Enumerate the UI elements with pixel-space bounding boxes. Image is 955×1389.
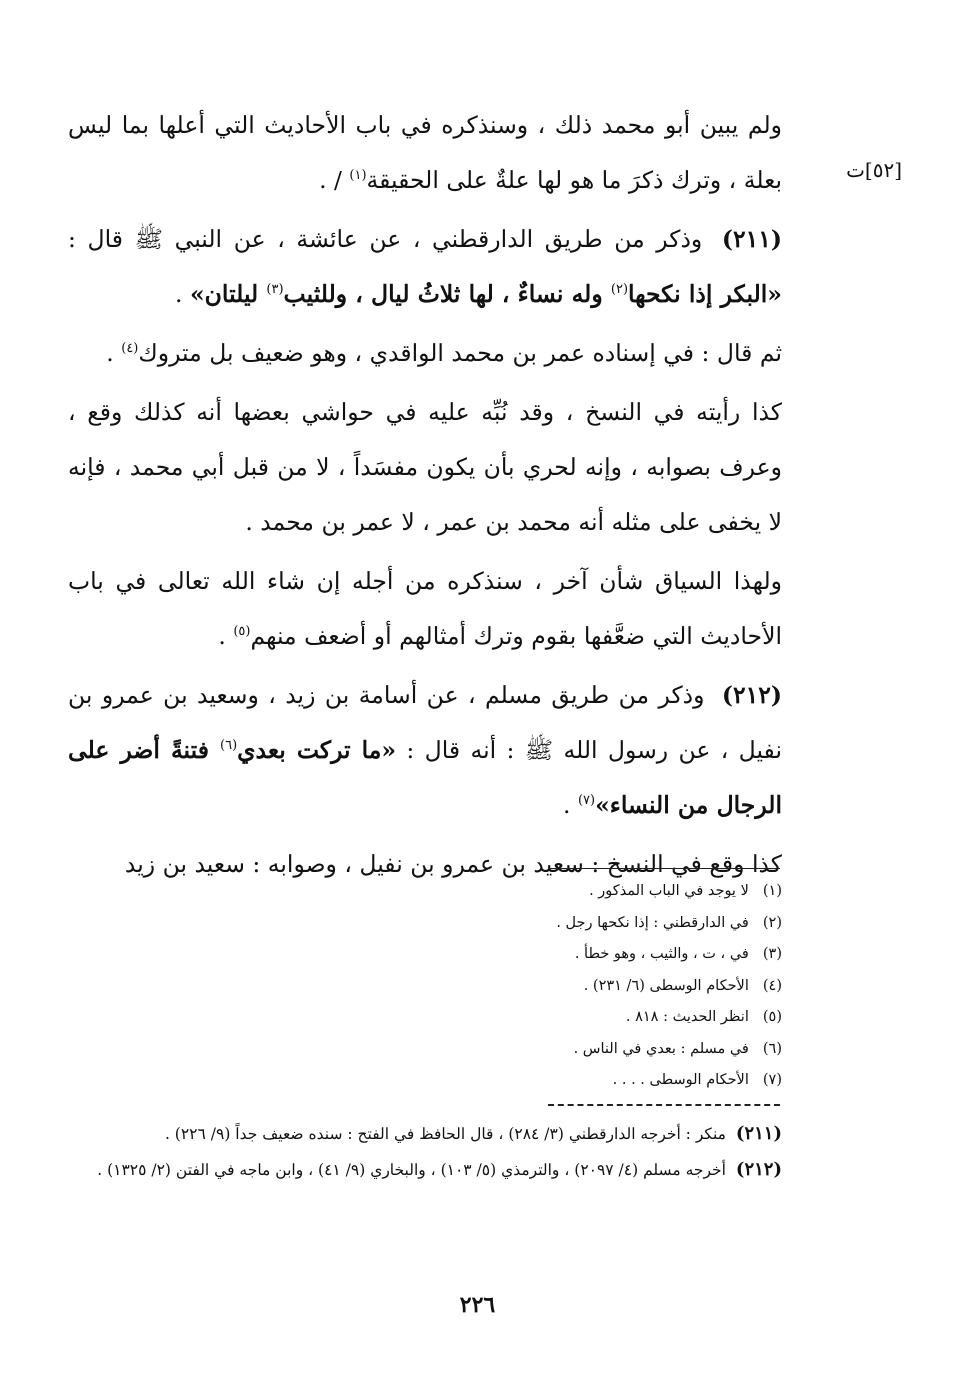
paragraph-text: كذا وقع في النسخ : سعيد بن عمرو بن نفيل ، وصوابه : سعيد بن زيد xyxy=(124,850,782,878)
footnote-marker: (٢) xyxy=(610,282,629,298)
paragraph-text: كذا رأيته في النسخ ، وقد نُبِّه عليه في حواشي بعضها أنه كذلك وقع ، وعرف بصوابه ، وإنه لحري بأن يكون مفسَداً ، لا من قبل أبي محمد ، فإنه لا يخفى على مثله أنه محمد بن عمر ، لا عمر بن محمد . xyxy=(68,398,782,536)
footnote-item xyxy=(540,939,782,971)
takhrij-item xyxy=(68,1116,782,1152)
paragraph-tail: . xyxy=(563,791,578,819)
footnote-marker: (٤) xyxy=(121,341,139,357)
footnote-item xyxy=(540,1034,782,1066)
footnote-number: (١) xyxy=(762,883,782,899)
takhrij-divider xyxy=(548,1104,780,1106)
footnote-item xyxy=(540,876,782,908)
footnote-text: الأحكام الوسطى . . . . xyxy=(612,1072,749,1088)
hadith-quote-part: فتنةً أضر على الرجال من النساء» xyxy=(68,736,782,819)
hadith-intro: وذكر من طريق مسلم ، عن أسامة بن زيد ، وسعيد بن عمرو بن نفيل ، عن رسول الله ﷺ : أنه قال : xyxy=(68,681,782,764)
footnote-marker: (٧) xyxy=(577,793,596,809)
footnote-number: (٧) xyxy=(762,1072,782,1088)
footnote-text: في مسلم : بعدي في الناس . xyxy=(573,1040,749,1057)
paragraph-text: ولهذا السياق شأن آخر ، سنذكره من أجله إن شاء الله تعالى في باب الأحاديث التي ضعَّفها بقوم وترك أمثالهم أو أضعف منهم xyxy=(68,567,782,650)
paragraph-1 xyxy=(68,98,782,208)
footnote-text: انظر الحديث : ٨١٨ . xyxy=(625,1009,749,1025)
margin-manuscript-ref: [٥٢]ت xyxy=(846,158,902,182)
footnote-number: (٢) xyxy=(762,914,782,931)
footnote-number: (٦) xyxy=(762,1040,782,1057)
takhrij-text: منكر : أخرجه الدارقطني (٣/ ٢٨٤) ، قال الحافظ في الفتح : سنده ضعيف جداً (٩/ ٢٢٦) . xyxy=(164,1125,726,1143)
paragraph-text: ثم قال : في إسناده عمر بن محمد الواقدي ، وهو ضعيف بل متروك xyxy=(138,339,782,367)
takhrij-notes xyxy=(68,1116,782,1188)
takhrij-item xyxy=(68,1152,782,1188)
paragraph-4 xyxy=(68,385,782,550)
footnote-text: في ، ت ، والثيب ، وهو خطأ . xyxy=(574,946,749,962)
footnote-number: (٥) xyxy=(762,1009,782,1025)
hadith-211 xyxy=(68,212,782,322)
footnote-item xyxy=(540,1002,782,1034)
paragraph-tail: . xyxy=(218,622,234,650)
footnote-text: في الدارقطني : إذا نكحها رجل . xyxy=(556,914,749,931)
paragraph-3 xyxy=(68,326,782,381)
paragraph-text: ولم يبين أبو محمد ذلك ، وسنذكره في باب الأحاديث التي أعلها بما ليس بعلة ، وترك ذكرَ ما هو لها علةٌ على الحقيقة xyxy=(68,111,782,194)
paragraph-5 xyxy=(68,554,782,664)
paragraph-tail: . xyxy=(106,339,122,367)
footnote-item xyxy=(540,908,782,940)
hadith-intro: وذكر من طريق الدارقطني ، عن عائشة ، عن النبي ﷺ قال : xyxy=(68,225,714,253)
paragraph-tail: / . xyxy=(319,166,350,194)
hadith-quote-part: «ما تركت بعدي xyxy=(237,736,397,764)
page-number: ٢٢٦ xyxy=(459,1292,496,1318)
takhrij-text: أخرجه مسلم (٤/ ٢٠٩٧) ، والترمذي (٥/ ١٠٣) ، والبخاري (٩/ ٤١) ، وابن ماجه في الفتن (٢/ ١٣٢٥) . xyxy=(97,1161,726,1179)
footnote-text: الأحكام الوسطى (٦/ ٢٣١) . xyxy=(583,977,749,994)
footnote-text: لا يوجد في الباب المذكور . xyxy=(589,883,749,899)
hadith-212 xyxy=(68,668,782,833)
footnote-item xyxy=(540,971,782,1003)
footnote-number: (٤) xyxy=(762,977,782,994)
takhrij-number: (٢١٢) xyxy=(735,1159,782,1180)
takhrij-number: (٢١١) xyxy=(735,1123,782,1144)
paragraph-tail: . xyxy=(175,280,190,308)
footnote-marker: (٣) xyxy=(266,282,284,298)
main-text xyxy=(68,98,782,896)
footnote-divider xyxy=(548,868,780,869)
hadith-number: (٢١٢) xyxy=(721,681,782,709)
footnote-number: (٣) xyxy=(762,946,782,962)
hadith-quote-part: «البكر إذا نكحها xyxy=(628,280,782,308)
hadith-quote-part: وله نساءٌ ، لها ثلاثُ ليال ، وللثيب xyxy=(283,280,611,308)
footnote-marker: (١) xyxy=(349,168,367,184)
footnotes-list xyxy=(540,876,782,1097)
footnote-item xyxy=(540,1065,782,1097)
hadith-number: (٢١١) xyxy=(721,225,782,253)
footnote-marker: (٦) xyxy=(220,738,238,754)
hadith-quote-part: ليلتان» xyxy=(189,280,267,308)
footnote-marker: (٥) xyxy=(233,624,251,640)
